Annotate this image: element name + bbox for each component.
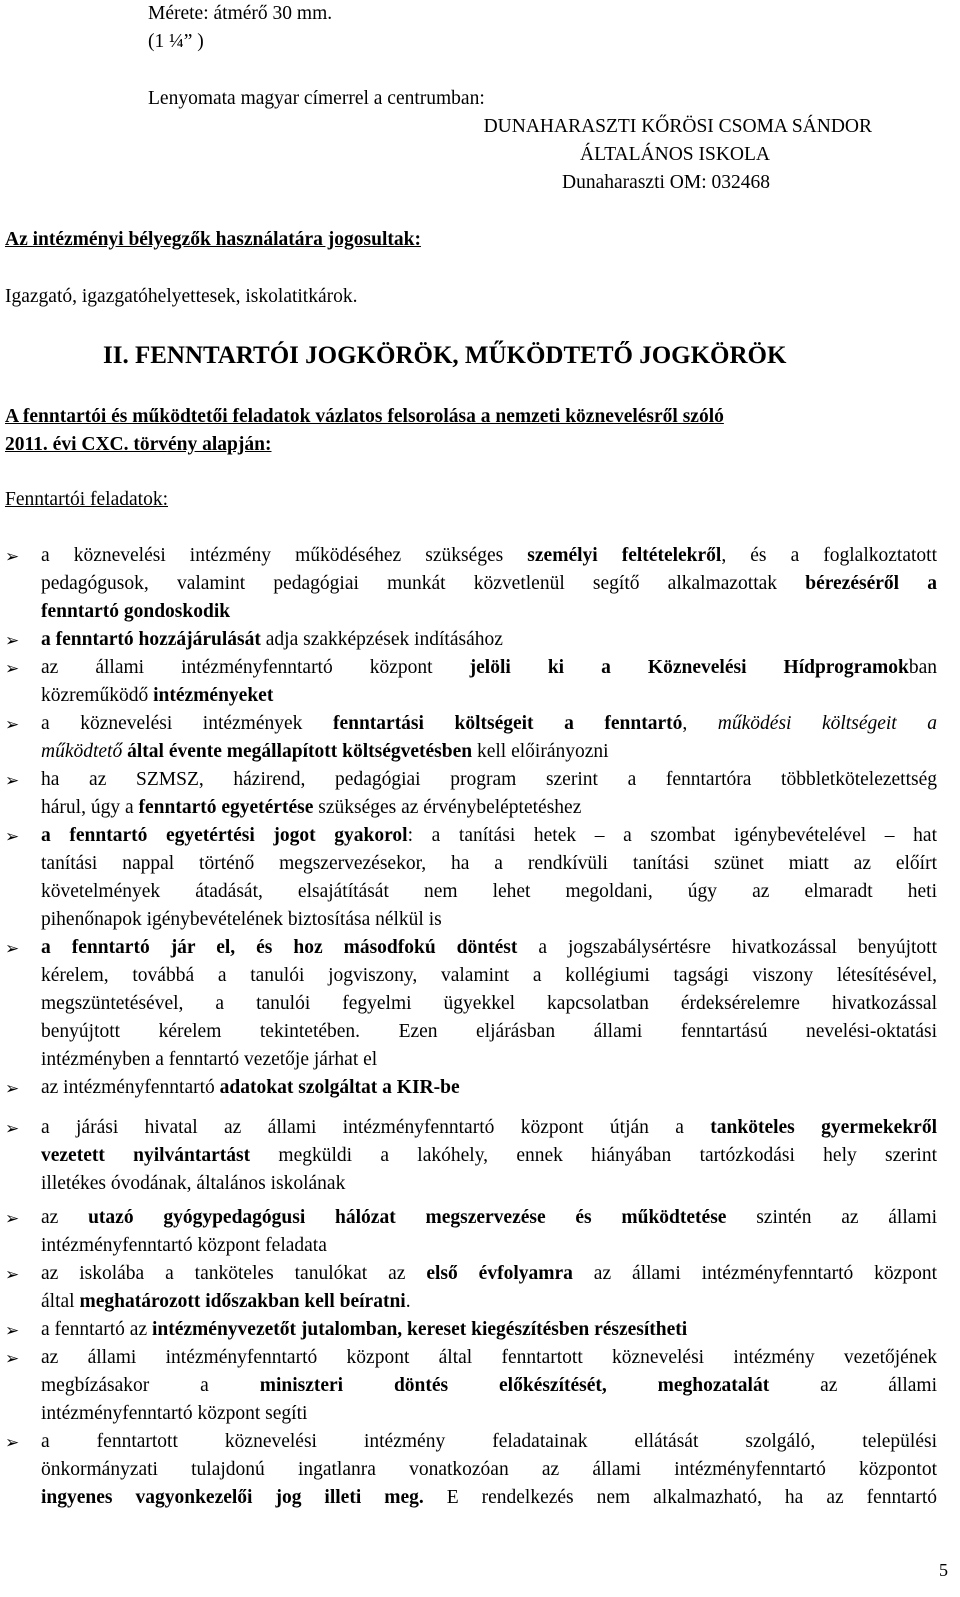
- list-item-14-line1: a fenntartott köznevelési intézmény feladatainak ellátását szolgáló, települési: [41, 1431, 937, 1452]
- list-item-13-line3: intézményfenntartó központ segíti: [41, 1403, 308, 1424]
- list-item-12: a fenntartó az intézményvezetőt jutalomban, kereset kiegészítésben részesítheti: [41, 1319, 688, 1340]
- list-item-7-line2: kérelem, továbbá a tanulói jogviszony, valamint a kollégiumi tagsági viszony létesítésével,: [41, 965, 937, 986]
- bullet-arrow-icon: ➢: [5, 771, 20, 790]
- bullet-arrow-icon: ➢: [5, 1433, 20, 1452]
- seal-size-inch: (1 ¼” ): [148, 31, 204, 52]
- list-item-1-line1: a köznevelési intézmény működéséhez szükséges személyi feltételekről, és a foglalkoztatott: [41, 545, 937, 566]
- bullet-arrow-icon: ➢: [5, 1349, 20, 1368]
- list-item-3-line1: az állami intézményfenntartó központ jelöli ki a Köznevelési Hídprogramokban: [41, 657, 938, 678]
- stamp-users-text: Igazgató, igazgatóhelyettesek, iskolatitkárok.: [5, 286, 358, 307]
- list-item-6-line3: követelmények átadását, elsajátítását nem lehet megoldani, úgy az elmaradt heti: [41, 881, 937, 902]
- list-item-7-line3: megszüntetésével, a tanulói fegyelmi ügyekkel kapcsolatban érdeksérelemre hivatkozással: [41, 993, 937, 1014]
- section-intro-1: A fenntartói és működtetői feladatok vázlatos felsorolása a nemzeti köznevelésről szóló: [5, 406, 724, 427]
- list-item-13-line2: megbízásakor a miniszteri döntés előkészítését, meghozatalát az állami: [41, 1375, 937, 1396]
- bullet-arrow-icon: ➢: [5, 659, 20, 678]
- page-number: 5: [939, 1560, 948, 1580]
- list-item-4-line2: működtető által évente megállapított költségvetésben kell előirányozni: [41, 741, 609, 762]
- list-item-14-line3: ingyenes vagyonkezelői jog illeti meg. E rendelkezés nem alkalmazható, ha az fenntartó: [41, 1487, 937, 1508]
- list-item-4-line1: a köznevelési intézmények fenntartási költségeit a fenntartó, működési költségeit a: [41, 713, 938, 734]
- list-item-6-line4: pihenőnapok igénybevételének biztosítása nélkül is: [41, 909, 442, 930]
- list-item-9-line3: illetékes óvodának, általános iskolának: [41, 1173, 346, 1194]
- list-item-7-line1: a fenntartó jár el, és hoz másodfokú döntést a jogszabálysértésre hivatkozással benyújtott: [41, 937, 937, 958]
- list-item-2: a fenntartó hozzájárulását adja szakképzések indításához: [41, 629, 503, 650]
- section-intro-2: 2011. évi CXC. törvény alapján:: [5, 434, 272, 455]
- imprint-label: Lenyomata magyar címerrel a centrumban:: [148, 88, 485, 109]
- list-item-1-line3: fenntartó gondoskodik: [41, 601, 231, 622]
- section-title: II. FENNTARTÓI JOGKÖRÖK, MŰKÖDTETŐ JOGKÖRÖK: [103, 342, 787, 369]
- list-item-7-line4: benyújtott kérelem tekintetében. Ezen eljárásban állami fenntartású nevelési-oktatási: [41, 1021, 937, 1042]
- list-item-1-line2: pedagógusok, valamint pedagógiai munkát közvetlenül segítő alkalmazottak bérezéséről a: [41, 573, 937, 594]
- bullet-arrow-icon: ➢: [5, 1079, 20, 1098]
- school-name-line2: ÁLTALÁNOS ISKOLA: [579, 144, 770, 165]
- bullet-arrow-icon: ➢: [5, 547, 20, 566]
- list-item-10-line2: intézményfenntartó központ feladata: [41, 1235, 327, 1256]
- bullet-arrow-icon: ➢: [5, 715, 20, 734]
- list-item-6-line2: tanítási nappal történő megszervezésekor, ha a rendkívüli tanítási szünet miatt az előírt: [41, 853, 937, 874]
- list-item-8: az intézményfenntartó adatokat szolgáltat a KIR-be: [41, 1077, 460, 1098]
- list-item-14-line2: önkormányzati tulajdonú ingatlanra vonatkozóan az állami intézményfenntartó központot: [41, 1459, 937, 1480]
- seal-size: Mérete: átmérő 30 mm.: [148, 3, 333, 24]
- list-item-9-line1: a járási hivatal az állami intézményfenntartó központ útján a tanköteles gyermekekről: [41, 1117, 937, 1138]
- list-item-11-line2: által meghatározott időszakban kell beíratni.: [41, 1291, 411, 1312]
- list-item-13-line1: az állami intézményfenntartó központ által fenntartott köznevelési intézmény vezetőjének: [41, 1347, 937, 1368]
- bullet-arrow-icon: ➢: [5, 1209, 20, 1228]
- list-item-9-line2: vezetett nyilvántartást megküldi a lakóhely, ennek hiányában tartózkodási hely szerint: [41, 1145, 937, 1166]
- subheading-fenntartoi: Fenntartói feladatok:: [5, 489, 168, 510]
- list-item-11-line1: az iskolába a tanköteles tanulókat az első évfolyamra az állami intézményfenntartó központ: [41, 1263, 937, 1284]
- list-item-3-line2: közreműködő intézményeket: [41, 685, 274, 706]
- bullet-arrow-icon: ➢: [5, 631, 20, 650]
- school-name-line1: DUNAHARASZTI KŐRÖSI CSOMA SÁNDOR: [483, 116, 872, 137]
- list-item-6-line1: a fenntartó egyetértési jogot gyakorol: a tanítási hetek – a szombat igénybevételével – hat: [41, 825, 937, 846]
- school-name-line3: Dunaharaszti OM: 032468: [562, 172, 770, 193]
- bullet-arrow-icon: ➢: [5, 939, 20, 958]
- list-item-5-line2: hárul, úgy a fenntartó egyetértése szükséges az érvénybeléptetéshez: [41, 797, 582, 818]
- bullet-arrow-icon: ➢: [5, 1265, 20, 1284]
- bullet-arrow-icon: ➢: [5, 827, 20, 846]
- list-item-5-line1: ha az SZMSZ, házirend, pedagógiai program szerint a fenntartóra többletkötelezettség: [41, 769, 937, 790]
- stamp-users-heading: Az intézményi bélyegzők használatára jogosultak:: [5, 229, 421, 250]
- bullet-arrow-icon: ➢: [5, 1321, 20, 1340]
- bullet-arrow-icon: ➢: [5, 1119, 20, 1138]
- list-item-10-line1: az utazó gyógypedagógusi hálózat megszervezése és működtetése szintén az állami: [41, 1207, 938, 1228]
- list-item-7-line5: intézményben a fenntartó vezetője járhat el: [41, 1049, 378, 1070]
